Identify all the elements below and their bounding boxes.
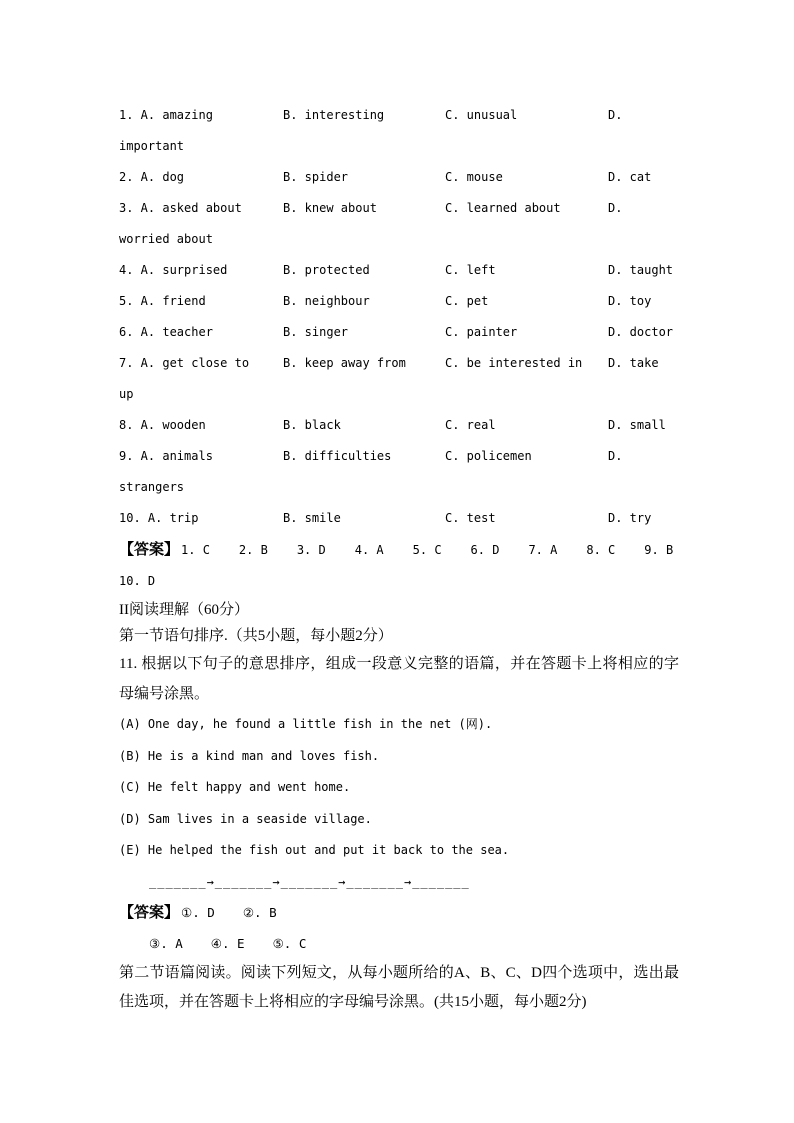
question-row-7	[119, 348, 679, 379]
option-b: B. spider	[283, 170, 349, 184]
ordering-answer-item: ⑤. C	[272, 935, 307, 951]
option-a: 5. A. friend	[119, 294, 206, 308]
question-row-6	[119, 317, 679, 348]
option-b: B. keep away from	[283, 356, 406, 370]
sentence-a: (A) One day, he found a little fish in the net (网).	[119, 717, 493, 731]
sentence-c: (C) He felt happy and went home.	[119, 780, 351, 794]
question-row-8	[119, 410, 679, 441]
answer-item: 8. C	[586, 543, 616, 557]
answer-item: 1. C	[181, 543, 210, 557]
question-row-10	[119, 503, 679, 534]
answer-item: 2. B	[238, 543, 268, 557]
option-d: D. cat	[608, 170, 652, 184]
option-d-continuation-7: up	[119, 387, 134, 401]
cloze-answers-line	[119, 534, 679, 566]
option-c: C. test	[445, 511, 496, 525]
option-a: 1. A. amazing	[119, 108, 213, 122]
answer-item: 5. C	[412, 543, 442, 557]
option-d-continuation-3: worried about	[119, 232, 213, 246]
ordering-answer-item: ①. D	[181, 904, 215, 920]
option-b: B. singer	[283, 325, 349, 339]
option-b: B. knew about	[283, 201, 377, 215]
answer-item: 7. A	[528, 543, 558, 557]
q11-answer-row-1	[119, 898, 679, 928]
answer-key-label: 【答案】	[119, 904, 180, 921]
answer-item: 3. D	[296, 543, 326, 557]
option-d: D.	[608, 449, 623, 463]
option-d: D.	[608, 108, 623, 122]
option-d: D. take	[608, 356, 659, 370]
option-c: C. mouse	[445, 170, 503, 184]
option-a: 7. A. get close to	[119, 356, 250, 370]
option-c: C. unusual	[445, 108, 518, 122]
option-a: 2. A. dog	[119, 170, 185, 184]
option-a: 8. A. wooden	[119, 418, 206, 432]
ordering-blanks-line: _______→_______→_______→_______→_______	[149, 874, 470, 889]
option-d-continuation-1: important	[119, 139, 185, 153]
ordering-answer-item: ③. A	[149, 935, 183, 951]
option-c: C. be interested in	[445, 356, 583, 370]
option-b: B. smile	[283, 511, 341, 525]
page-content	[119, 100, 679, 1017]
option-d: D. small	[608, 418, 666, 432]
question-row-4	[119, 255, 679, 286]
option-a: 9. A. animals	[119, 449, 213, 463]
section-heading-reading: II阅读理解（60分）	[119, 602, 249, 618]
option-b: B. protected	[283, 263, 370, 277]
option-c: C. pet	[445, 294, 489, 308]
answer-item: 4. A	[354, 543, 384, 557]
part1-heading-sentence-ordering: 第一节语句排序.（共5小题，每小题2分）	[119, 628, 393, 644]
sentence-b: (B) He is a kind man and loves fish.	[119, 748, 380, 763]
cloze-answer-overflow: 10. D	[119, 574, 156, 588]
option-a: 10. A. trip	[119, 511, 199, 525]
option-d-continuation-9: strangers	[119, 480, 185, 494]
sentence-e: (E) He helped the fish out and put it back to the sea.	[119, 843, 510, 857]
question-row-3	[119, 193, 679, 224]
question-11-prompt: 11. 根据以下句子的意思排序，组成一段意义完整的语篇，并在答题卡上将相应的字母编号涂黑。	[119, 656, 679, 702]
option-d: D.	[608, 201, 623, 215]
option-b: B. interesting	[283, 108, 385, 122]
question-row-1	[119, 100, 679, 131]
option-c: C. learned about	[445, 201, 561, 215]
option-c: C. policemen	[445, 449, 532, 463]
option-a: 4. A. surprised	[119, 263, 228, 277]
option-c: C. painter	[445, 325, 518, 339]
option-a: 6. A. teacher	[119, 325, 213, 339]
sentence-ordering-list	[119, 709, 679, 867]
option-b: B. difficulties	[283, 449, 392, 463]
option-a: 3. A. asked about	[119, 201, 242, 215]
sentence-d: (D) Sam lives in a seaside village.	[119, 811, 372, 826]
question-row-2	[119, 162, 679, 193]
ordering-answer-item: ②. B	[242, 904, 277, 920]
part2-heading-passage-reading: 第二节语篇阅读。阅读下列短文，从每小题所给的A、B、C、D四个选项中，选出最佳选项，并在答题卡上将相应的字母编号涂黑。(共15小题，每小题2分)	[119, 964, 679, 1010]
option-d: D. doctor	[608, 325, 674, 339]
option-d: D. toy	[608, 294, 652, 308]
q11-answer-row-2	[119, 928, 679, 959]
question-row-9	[119, 441, 679, 472]
answer-item: 9. B	[644, 543, 674, 557]
answer-item: 6. D	[470, 543, 500, 557]
option-d: D. try	[608, 511, 652, 525]
question-row-5	[119, 286, 679, 317]
option-c: C. left	[445, 263, 496, 277]
cloze-options-section	[119, 100, 679, 534]
ordering-answer-item: ④. E	[210, 935, 245, 951]
option-b: B. black	[283, 418, 341, 432]
option-b: B. neighbour	[283, 294, 370, 308]
option-d: D. taught	[608, 263, 674, 277]
option-c: C. real	[445, 418, 496, 432]
answer-key-label: 【答案】	[119, 542, 180, 558]
